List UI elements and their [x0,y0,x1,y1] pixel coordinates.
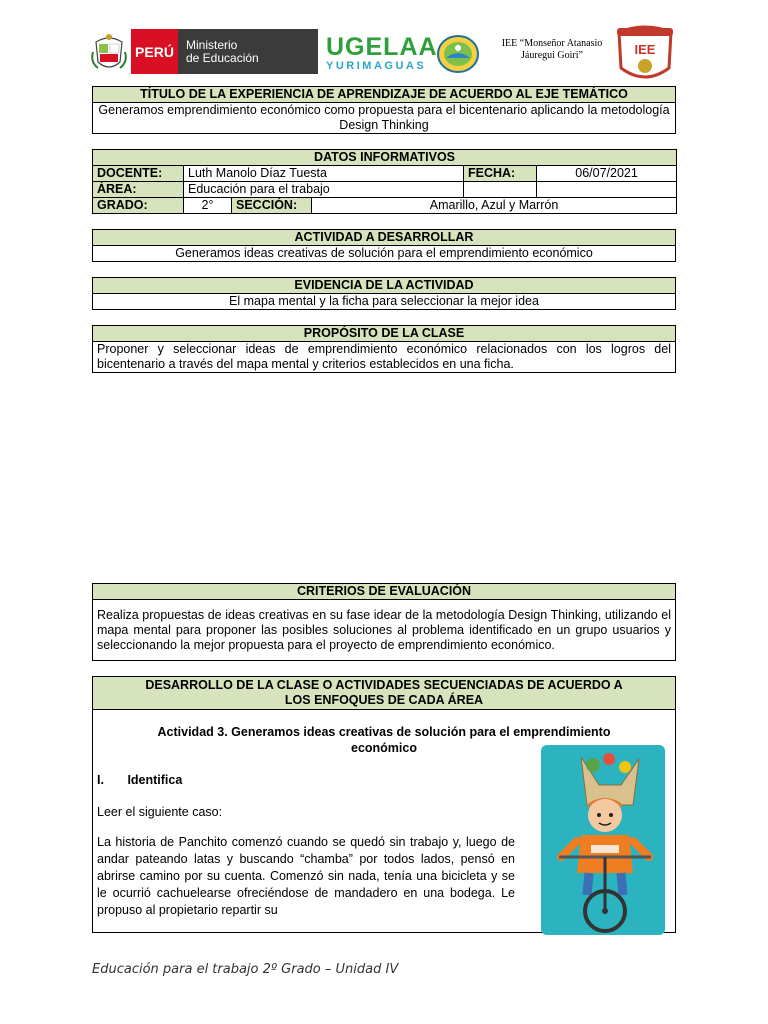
school-name-line-1: IEE “Monseñor Atanasio [501,38,603,49]
ministry-line-1: Ministerio [186,37,238,52]
iee-logo-text: IEE [634,42,656,57]
actividad-heading: ACTIVIDAD A DESARROLLAR [93,230,676,246]
section-title: Identifica [127,773,183,787]
instruction-text: Leer el siguiente caso: [97,805,223,819]
fecha-value: 06/07/2021 [537,166,677,182]
criterios-text: Realiza propuestas de ideas creativas en su fase idear de la metodología Design Thinking, utilizando el mapa mental para proponer las posibles soluciones al problema identificado en un grupo usuarios y seleccionando la mejor propuesta para el proyecto de emprendimiento económico. [93,600,676,661]
ministry-label [178,29,318,74]
proposito-table [92,325,676,373]
grado-value: 2° [184,198,232,214]
seccion-value: Amarillo, Azul y Marrón [312,198,677,214]
desarrollo-heading [93,677,676,710]
ugel-logo [326,34,438,72]
title-table [92,86,676,134]
criterios-table [92,583,676,661]
area-value: Educación para el trabajo [184,182,464,198]
fecha-label: FECHA: [464,166,537,182]
grado-label: GRADO: [93,198,184,214]
ugel-name: UGELAA [326,33,438,61]
evidencia-text: El mapa mental y la ficha para seleccionar la mejor idea [93,294,676,310]
desarrollo-heading-line-2: LOS ENFOQUES DE CADA ÁREA [284,693,484,707]
ugel-city: YURIMAGUAS [326,60,427,72]
proposito-heading: PROPÓSITO DE LA CLASE [93,326,676,342]
proposito-text: Proponer y seleccionar ideas de emprendimiento económico relacionados con los logros del bicentenario a través del mapa mental y criterios establecidos en una ficha. [93,342,676,373]
datos-heading: DATOS INFORMATIVOS [93,150,677,166]
ministry-logo [131,29,318,74]
page-footer: Educación para el trabajo 2º Grado – Unidad IV [92,962,399,977]
actividad-text: Generamos ideas creativas de solución para el emprendimiento económico [93,246,676,262]
evidencia-heading: EVIDENCIA DE LA ACTIVIDAD [93,278,676,294]
evidencia-table [92,277,676,310]
area-label: ÁREA: [93,182,184,198]
school-name-line-2: Jáuregui Goiri” [521,50,583,61]
seccion-label: SECCIÓN: [232,198,312,214]
title-text: Generamos emprendimiento económico como propuesta para el bicentenario aplicando la metodología Design Thinking [93,103,676,134]
desarrollo-heading-line-1: DESARROLLO DE LA CLASE O ACTIVIDADES SECUENCIADAS DE ACUERDO A [145,678,623,692]
boy-on-bicycle-illustration [541,745,665,935]
peru-shield-icon [90,32,128,74]
peru-label: PERÚ [131,29,178,74]
activity-title: Actividad 3. Generamos ideas creativas de solución para el emprendimiento económico [157,725,611,755]
area-empty-cell [464,182,537,198]
ugel-seal-icon [436,34,480,74]
docente-label: DOCENTE: [93,166,184,182]
datos-table [92,149,677,214]
criterios-heading: CRITERIOS DE EVALUACIÓN [93,584,676,600]
school-name [496,38,608,62]
section-number: I. [97,773,104,787]
docente-value: Luth Manolo Díaz Tuesta [184,166,464,182]
story-text: La historia de Panchito comenzó cuando se quedó sin trabajo y, luego de andar pateando latas y buscando “chamba” por todos lados, pensó en abrirse camino por su cuenta. Comenzó sin nada, tenía una bicicleta y se le ocurrió cachuelearse ofreciéndose de mandadero en una bodega. Le propuso al propietario repartir su [97,835,515,917]
ministry-line-2: de Educación [186,50,259,65]
area-empty-cell-2 [537,182,677,198]
iee-logo-icon [613,24,677,86]
page-header [0,20,768,86]
actividad-table [92,229,676,262]
title-heading: TÍTULO DE LA EXPERIENCIA DE APRENDIZAJE DE ACUERDO AL EJE TEMÁTICO [93,87,676,103]
